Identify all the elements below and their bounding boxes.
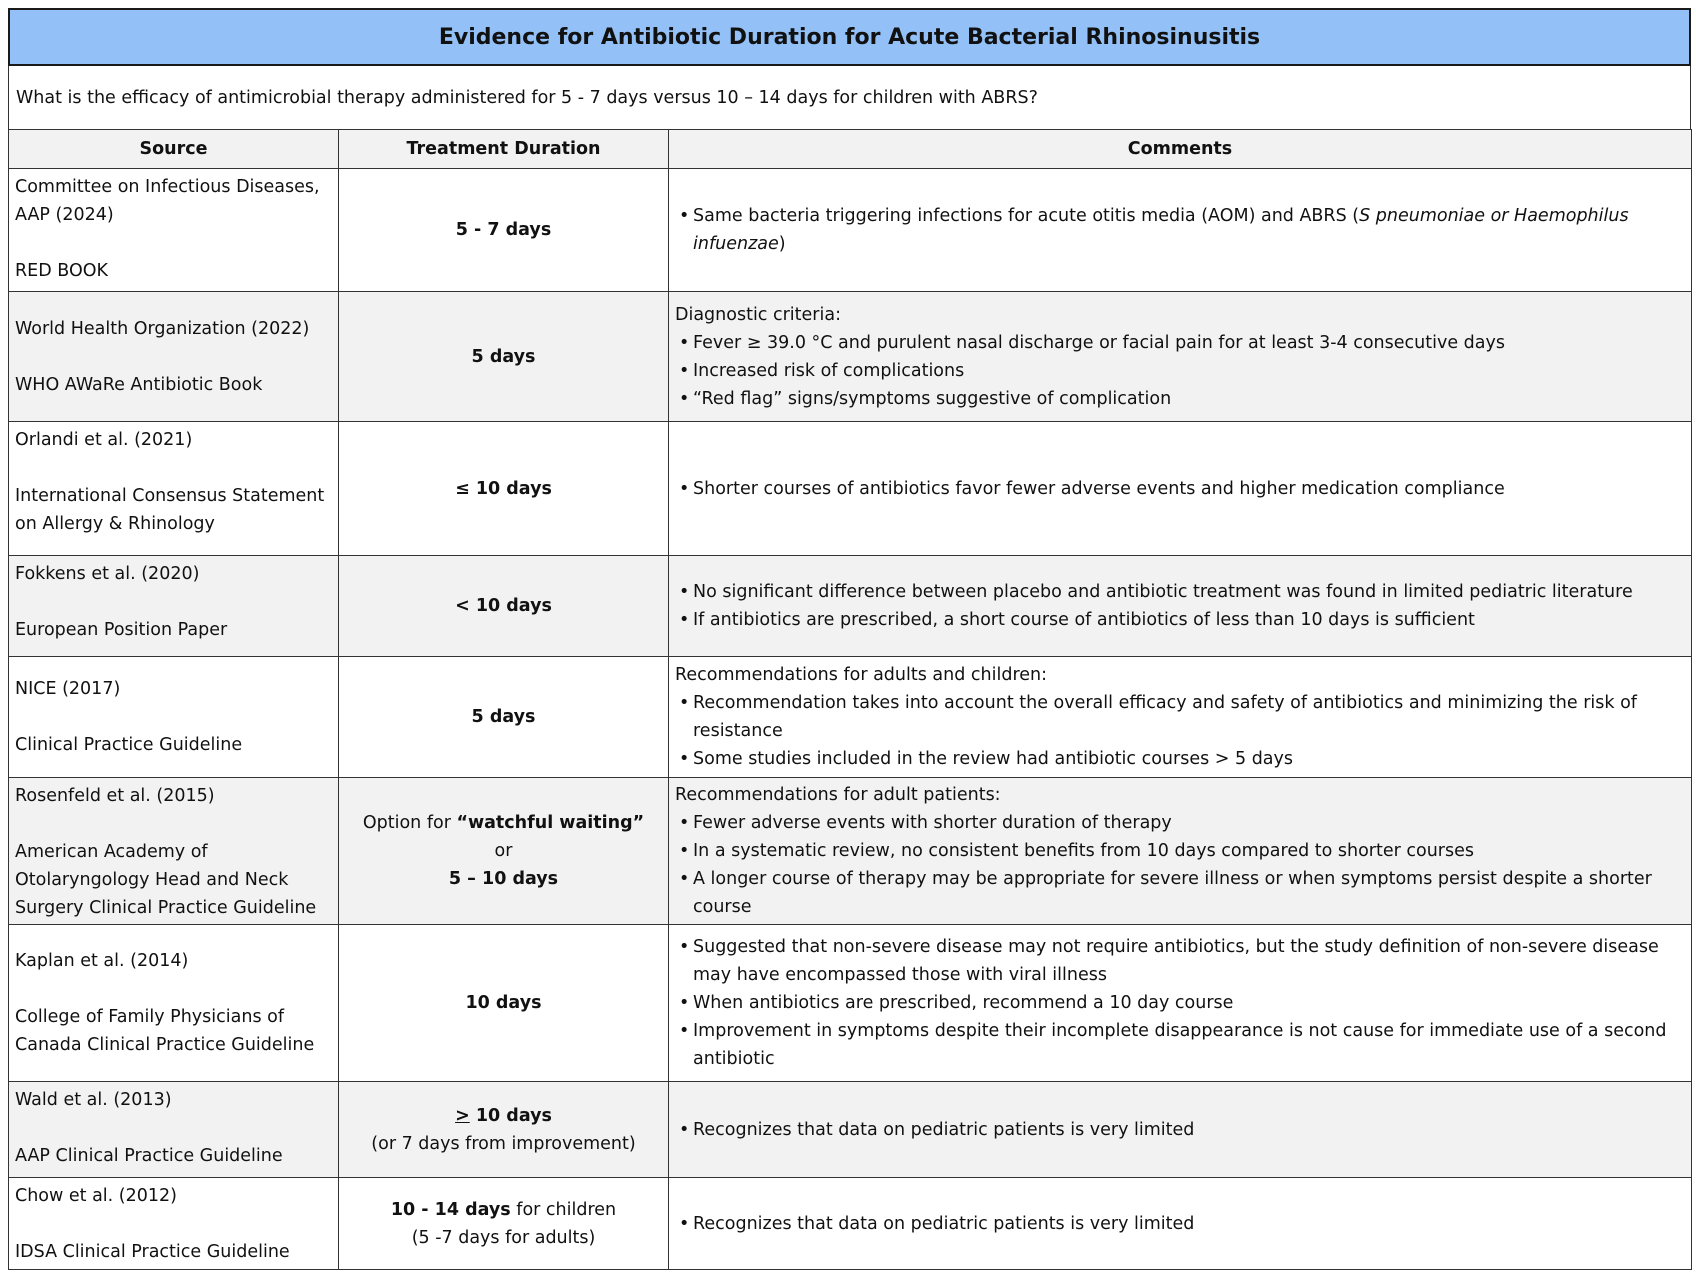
source-name: Committee on Infectious Diseases, AAP (2024) [15,177,320,225]
comment-bullet: • Shorter courses of antibiotics favor fewer adverse events and higher medication compliance [675,475,1685,503]
source-publication: RED BOOK [15,261,108,281]
source-cell [9,1082,339,1178]
source-name: World Health Organization (2022) [15,318,310,339]
comments-cell [669,292,1692,422]
source-publication: Clinical Practice Guideline [15,735,243,755]
comment-bullet: • A longer course of therapy may be appropriate for severe illness or when symptoms persist despite a shorter course [675,865,1685,921]
comment-bullet: • Fewer adverse events with shorter duration of therapy [675,809,1685,837]
table-row [9,778,1692,925]
duration-value: ≤ 10 days [455,478,552,499]
table-row [9,169,1692,292]
table-row [9,422,1692,556]
duration-value: 5 – 10 days [448,869,559,889]
comments-cell [669,556,1692,657]
research-question: What is the efficacy of antimicrobial therapy administered for 5 - 7 days versus 10 – 14 days for children with ABRS? [8,66,1691,129]
source-cell [9,657,339,778]
duration-value: < 10 days [455,596,552,616]
duration-cell [339,422,669,556]
duration-note: (or 7 days from improvement) [371,1133,636,1154]
comments-cell [669,778,1692,925]
duration-cell [339,925,669,1082]
header-comments: Comments [669,130,1692,169]
comments-cell [669,1082,1692,1178]
source-publication: International Consensus Statement on Allergy & Rhinology [15,486,325,534]
table-row [9,925,1692,1082]
table-title: Evidence for Antibiotic Duration for Acute Bacterial Rhinosinusitis [8,8,1691,66]
source-cell [9,556,339,657]
comment-bullet: • No significant difference between placebo and antibiotic treatment was found in limited pediatric literature [675,578,1685,606]
watchful-waiting: “watchful waiting” [456,813,645,833]
table-row [9,556,1692,657]
comments-cell [669,925,1692,1082]
comment-bullet: • Some studies included in the review had antibiotic courses > 5 days [675,745,1685,773]
source-name: Kaplan et al. (2014) [15,951,189,971]
source-cell [9,422,339,556]
duration-cell [339,292,669,422]
source-publication: WHO AWaRe Antibiotic Book [15,374,263,395]
comments-cell [669,1178,1692,1270]
comment-bullet: • If antibiotics are prescribed, a short course of antibiotics of less than 10 days is sufficient [675,606,1685,634]
table-row [9,1178,1692,1270]
evidence-table [8,129,1692,1270]
source-publication: European Position Paper [15,620,228,640]
source-cell [9,169,339,292]
comment-bullet: • Same bacteria triggering infections for acute otitis media (AOM) and ABRS (S pneumoniae or Haemophilus infuenzae) [675,202,1685,258]
duration-cell [339,169,669,292]
duration-value: 5 days [471,707,536,727]
duration-value: 5 days [471,346,536,367]
comments-cell [669,422,1692,556]
duration-prefix: Option for [362,813,457,833]
comment-heading: Recommendations for adult patients: [675,785,1001,805]
source-cell [9,292,339,422]
table-row [9,657,1692,778]
duration-cell [339,556,669,657]
source-publication: IDSA Clinical Practice Guideline [15,1242,290,1262]
duration-cell [339,657,669,778]
comment-bullet: • When antibiotics are prescribed, recommend a 10 day course [675,989,1685,1017]
header-row [9,130,1692,169]
header-source: Source [9,130,339,169]
duration-note: (5 -7 days for adults) [411,1227,596,1248]
duration-value: 10 - 14 days [390,1199,511,1220]
comment-bullet: • In a systematic review, no consistent benefits from 10 days compared to shorter courses [675,837,1685,865]
source-cell [9,778,339,925]
duration-cell [339,1178,669,1270]
comment-bullet: • Recommendation takes into account the overall efficacy and safety of antibiotics and minimizing the risk of resistance [675,689,1685,745]
table-row [9,1082,1692,1178]
duration-value: 10 days [465,993,542,1013]
geq-symbol: > [455,1105,470,1126]
comment-heading: Diagnostic criteria: [675,304,841,325]
comments-cell [669,657,1692,778]
duration-or: or [494,841,513,861]
source-name: Fokkens et al. (2020) [15,564,200,584]
comment-bullet: • Improvement in symptoms despite their incomplete disappearance is not cause for immediate use of a second antibiotic [675,1017,1685,1073]
source-name: Rosenfeld et al. (2015) [15,786,215,806]
comment-bullet: • Suggested that non-severe disease may not require antibiotics, but the study definition of non-severe disease may have encompassed those with viral illness [675,933,1685,989]
comment-heading: Recommendations for adults and children: [675,665,1048,685]
source-name: Wald et al. (2013) [15,1090,172,1110]
header-duration: Treatment Duration [339,130,669,169]
table-row [9,292,1692,422]
comment-bullet: • Recognizes that data on pediatric patients is very limited [675,1116,1685,1144]
comment-bullet: • Recognizes that data on pediatric patients is very limited [675,1210,1685,1238]
source-name: Orlandi et al. (2021) [15,430,193,450]
evidence-table-container [8,8,1691,1270]
source-publication: AAP Clinical Practice Guideline [15,1146,283,1166]
bacteria-names: S pneumoniae or Haemophilus infuenzae [693,206,1629,254]
source-name: Chow et al. (2012) [15,1186,177,1206]
duration-suffix: for children [510,1199,617,1220]
source-publication: American Academy of Otolaryngology Head and Neck Surgery Clinical Practice Guideline [15,842,317,918]
comment-bullet: • Fever ≥ 39.0 °C and purulent nasal discharge or facial pain for at least 3-4 consecutive days [675,329,1685,357]
duration-cell [339,1082,669,1178]
comment-bullet: • Increased risk of complications [675,357,1685,385]
source-name: NICE (2017) [15,679,121,699]
duration-value: 10 days [469,1105,552,1126]
source-cell [9,1178,339,1270]
comment-bullet: • “Red flag” signs/symptoms suggestive of complication [675,385,1685,413]
duration-cell [339,778,669,925]
duration-value: 5 - 7 days [455,220,552,240]
source-publication: College of Family Physicians of Canada Clinical Practice Guideline [15,1007,315,1055]
source-cell [9,925,339,1082]
comments-cell [669,169,1692,292]
